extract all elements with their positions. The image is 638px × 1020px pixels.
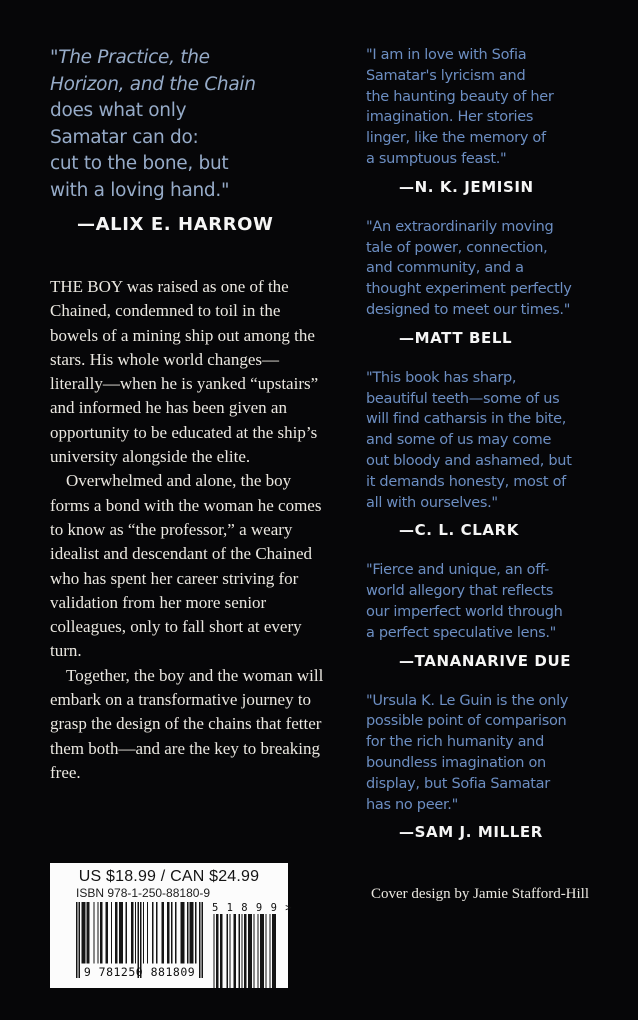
cover-design-credit: Cover design by Jamie Stafford-Hill [371,886,590,902]
review-quote-text [366,560,612,643]
review-quote-block [366,45,612,197]
review-quote-line: "Fierce and unique, an off- [366,562,549,579]
review-quote-text [366,217,612,321]
barcode-row [76,902,293,988]
review-attribution: —C. L. CLARK [399,521,519,540]
main-quote-attribution: —ALIX E. HARROW [77,214,274,235]
review-quote-line: beautiful teeth—some of us [366,390,560,407]
review-quote-line: "Ursula K. Le Guin is the only [366,692,569,709]
synopsis-paragraph: THE BOY was raised as one of the Chained, condemned to toil in the bowels of a mining ship out among the stars. His whole world changes—literally—when he is yanked “upstairs” and informed he has been given an opportunity to be educated at the ship’s university alongside the elite. [50,277,319,467]
ean13-digits: 9 781250 881809 [83,965,196,979]
review-quote-line: has no peer." [366,796,458,813]
left-column [50,45,324,785]
synopsis-paragraph: Together, the boy and the woman will embark on a transformative journey to grasp the design of the chains that fetter them both—and are the key to breaking free. [50,665,324,782]
review-quote-line: out bloody and ashamed, but [366,452,572,469]
review-quote-block [366,217,612,348]
pull-quote-line: does what only [50,100,187,121]
review-quote-block [366,368,612,541]
price-addon-barcode [212,902,293,988]
review-quote-block [366,691,612,843]
price-label: US $18.99 / CAN $24.99 [78,868,260,885]
pull-quote-line: Samatar can do: [50,126,199,148]
barcode-panel [50,863,293,988]
review-attribution: —N. K. JEMISIN [399,177,534,196]
review-quote-line: a sumptuous feast." [366,150,507,167]
review-quote-line: "I am in love with Sofia [366,47,527,63]
review-quote-line: it demands honesty, most of [366,473,566,490]
pull-quote-line: Horizon, and the Chain [50,73,256,95]
review-quote-text [366,691,612,816]
review-quote-line: imagination. Her stories [366,109,534,126]
review-attribution: —MATT BELL [399,328,513,347]
review-quote-text [366,45,612,170]
review-quote-line: thought experiment perfectly [366,281,572,298]
review-quote-line: designed to meet our times." [366,301,571,318]
review-quote-line: "This book has sharp, [366,369,517,386]
pull-quote-line: "The Practice, the [50,47,210,68]
colophon [371,884,589,916]
review-quote-line: display, but Sofia Samatar [366,775,550,792]
review-quote-line: world allegory that reflects [366,583,554,600]
review-quote-line: a perfect speculative lens." [366,624,557,641]
review-quote-line: our imperfect world through [366,603,563,620]
review-quote-line: linger, like the memory of [366,130,546,147]
review-quote-line: for the rich humanity and [366,734,544,751]
synopsis-paragraph: Overwhelmed and alone, the boy forms a bond with the woman he comes to know as “the professor,” a weary idealist and descendant of the Chained who has spent her career striving for validation from her more senior colleagues, only to fall short at every turn. [50,471,322,661]
pull-quote-line: cut to the bone, but [50,153,229,174]
review-quote-line: "An extraordinarily moving [366,218,554,235]
review-quote-line: the haunting beauty of her [366,88,554,105]
review-quote-line: possible point of comparison [366,713,567,730]
synopsis [50,275,324,785]
addon-bars-graphic [212,914,276,988]
addon-digits: 5 1 8 9 9 > [212,902,293,914]
reviews-column [366,45,612,862]
review-attribution: —SAM J. MILLER [399,823,543,842]
ean13-barcode [76,902,203,978]
main-quote [50,45,324,204]
review-quote-line: tale of power, connection, [366,239,548,256]
review-quote-line: will find catharsis in the bite, [366,411,567,428]
review-quote-line: and some of us may come [366,432,552,449]
review-quote-line: boundless imagination on [366,754,546,771]
isbn-label: ISBN 978-1-250-88180-9 [76,886,211,900]
review-quote-line: all with ourselves." [366,494,498,511]
pull-quote-line: with a loving hand." [50,179,230,201]
review-quote-text [366,368,612,514]
review-quote-line: and community, and a [366,260,524,277]
review-quote-line: Samatar's lyricism and [366,67,526,84]
review-quote-block [366,560,612,670]
review-attribution: —TANANARIVE DUE [399,651,572,670]
